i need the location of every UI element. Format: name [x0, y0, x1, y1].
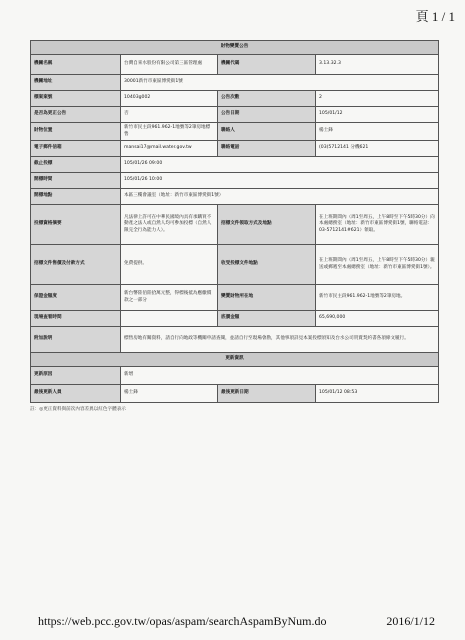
bid-docs-method: 在上班期間內（周1至周五，上午8時至下午5時30分）向本處總務室（地址：新竹市東區博愛街1號，聯絡電話：03-5712141#621）領取。	[316, 205, 439, 245]
case-no-label: 標案案號	[31, 91, 121, 107]
qualification: 凡法律上許可在中華民國境內具有承購買不動產之法人或自然人均可參加投標（自然人限完全行為能力人）。	[121, 205, 218, 245]
phone-label: 聯絡電話	[218, 141, 316, 157]
agency-name: 台灣自來水股份有限公司第三區管理處	[121, 55, 218, 75]
contact: 楊士鋒	[316, 123, 439, 141]
remarks-label: 附加說明	[31, 327, 121, 353]
page-number: 頁 1 / 1	[415, 9, 455, 24]
property-address-label: 變賣財物所在地	[218, 285, 316, 311]
bid-docs-price-label: 招標文件售價及付款方式	[31, 245, 121, 285]
email: mansai17@mail.water.gov.tw	[121, 141, 218, 157]
last-updater: 楊士鋒	[121, 385, 218, 403]
announcement-form	[30, 40, 439, 403]
page-url: https://web.pcc.gov.tw/opas/aspam/searchAspamByNum.do	[38, 614, 327, 628]
bid-docs-method-label: 招標文件領取方式及地點	[218, 205, 316, 245]
deadline-label: 截止投標	[31, 157, 121, 173]
contact-label: 聯絡人	[218, 123, 316, 141]
property-location: 新竹市民主段961.962-1地號等2筆房地標售	[121, 123, 218, 141]
print-footer	[0, 614, 465, 634]
update-reason-label: 更新原因	[31, 367, 121, 385]
announce-count-label: 公告次數	[218, 91, 316, 107]
remarks: 標售房地有關資料，請自行向地政等機關申請查閱，並請自行至現場會勘，其他事項詳見本案投標須知及台水公司買賣契約書各項條文履行。	[121, 327, 439, 353]
footnote: 註：◎更正資料與前次內容差異以紅色字體表示	[30, 407, 126, 412]
property-location-label: 財物位置	[31, 123, 121, 141]
receive-place: 在上班期間內（周1至周五，上午8時至下午5時30分）親送或郵遞至本處總務室（地址：新竹市東區博愛街1號）。	[316, 245, 439, 285]
agency-code: 3.13.32.3	[316, 55, 439, 75]
opening-time-label: 開標時間	[31, 173, 121, 189]
case-no: 10403g002	[121, 91, 218, 107]
announce-date-label: 公告日期	[218, 107, 316, 123]
last-updater-label: 最後更新人員	[31, 385, 121, 403]
property-address: 新竹市民主段961.962-1地號等2筆房地。	[316, 285, 439, 311]
agency-address: 30001新竹市東區博愛街1號	[121, 75, 439, 91]
announce-date: 105/01/12	[316, 107, 439, 123]
qualification-label: 投標資格摘要	[31, 205, 121, 245]
agency-address-label: 機關地址	[31, 75, 121, 91]
email-label: 電子郵件信箱	[31, 141, 121, 157]
deposit-label: 保證金額度	[31, 285, 121, 311]
print-date: 2016/1/12	[386, 614, 435, 628]
bid-docs-price: 免費提供。	[121, 245, 218, 285]
update-reason: 新增	[121, 367, 439, 385]
is-change: 否	[121, 107, 218, 123]
deadline: 105/01/26 09:00	[121, 157, 439, 173]
deposit: 新台幣陸佰陸拾萬元整，得標後抵為應繳價款之一部分	[121, 285, 218, 311]
last-update-date-label: 最後更新日期	[218, 385, 316, 403]
agency-name-label: 機關名稱	[31, 55, 121, 75]
opening-time: 105/01/26 10:00	[121, 173, 439, 189]
opening-place: 本區三樓會議室（地址：新竹市東區博愛街1號）	[121, 189, 439, 205]
base-price: 65,690,000	[316, 311, 439, 327]
is-change-label: 是否為更正公告	[31, 107, 121, 123]
inspection	[121, 311, 218, 327]
opening-place-label: 開標地點	[31, 189, 121, 205]
announce-count: 2	[316, 91, 439, 107]
last-update-date: 105/01/12 08:53	[316, 385, 439, 403]
phone: (03)5712141 分機621	[316, 141, 439, 157]
base-price-label: 底價金額	[218, 311, 316, 327]
receive-place-label: 收受投標文件地點	[218, 245, 316, 285]
inspection-label: 現場查看時間	[31, 311, 121, 327]
update-section-title: 更新資訊	[31, 353, 439, 367]
form-title: 財物變賣公告	[31, 41, 439, 55]
agency-code-label: 機關代碼	[218, 55, 316, 75]
